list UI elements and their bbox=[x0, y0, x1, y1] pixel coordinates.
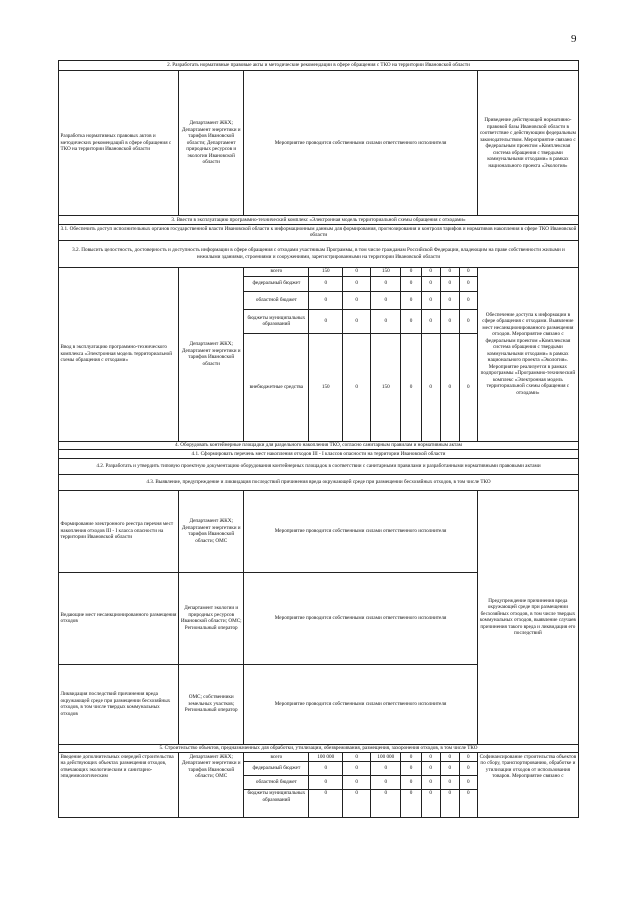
task-name: Ликвидация последствий причинения вреда окружающей среде при размещении бесхозяйных отходов, в том числе твердых коммунальных отходов bbox=[59, 664, 179, 744]
funding-value: 0 bbox=[343, 333, 371, 441]
funding-value: 0 bbox=[421, 309, 440, 333]
funding-value: 0 bbox=[343, 789, 371, 817]
funding-value: 0 bbox=[309, 789, 343, 817]
own-funds-note: Мероприятие проводится собственными силами ответственного исполнителя bbox=[244, 664, 478, 744]
funding-value: 0 bbox=[459, 775, 477, 789]
section-3-2-title: 3.2. Повысить целостность, достоверность и доступность информации в сфере обращения с отходами участникам Программы, в том числе гражданам Российской Федерации, владеющим на праве собственности жилыми и нежилыми зданиями, строениями и сооружениями, зарегистрированными на территории Ивановской области bbox=[59, 240, 579, 267]
funding-value: 0 bbox=[309, 761, 343, 775]
funding-value: 0 bbox=[371, 276, 401, 291]
section-4-1-title: 4.1. Сформировать перечень мест накопления отходов III - I классов опасности на территории Ивановской области bbox=[59, 450, 579, 459]
task-result: Предупреждение причинения вреда окружающей среде при размещении бесхозяйных отходов, в том числе твердых коммунальных отходов, выявление случаев причинения такого вреда и ликвидация его последствий bbox=[477, 490, 578, 744]
funding-value: 0 bbox=[371, 291, 401, 309]
funding-value: 0 bbox=[343, 761, 371, 775]
funding-value: 0 bbox=[459, 761, 477, 775]
funding-value: 0 bbox=[309, 775, 343, 789]
task-name: Ведающие мест несанкционированного размещения отходов bbox=[59, 572, 179, 664]
task-executor: Департамент ЖКХ; Департамент энергетики и тарифов Ивановской области bbox=[179, 267, 244, 441]
funding-value: 0 bbox=[343, 291, 371, 309]
funding-value: 0 bbox=[343, 267, 371, 276]
funding-value: 0 bbox=[371, 761, 401, 775]
task-result: Обеспечение доступа к информации в сфере обращения с отходами. Выявление мест несанкционированного размещения отходов. Мероприятие связано с федеральным проектом «Комплексная система обращения с твердыми коммунальными отходами» в рамках национального проекта «Экология». Мероприятие реализуется в рамках подпрограммы «Программно-технический комплекс «Электронная модель территориальной схемы обращения с отходами» bbox=[477, 267, 578, 441]
funding-value: 150 bbox=[371, 267, 401, 276]
task-executor: ОМС; собственники земельных участков; Региональный оператор bbox=[179, 664, 244, 744]
funding-value: 0 bbox=[440, 291, 459, 309]
funding-value: 0 bbox=[421, 775, 440, 789]
funding-value: 0 bbox=[459, 291, 477, 309]
own-funds-note: Мероприятие проводится собственными силами ответственного исполнителя bbox=[244, 490, 478, 572]
funding-source: всего bbox=[244, 753, 309, 762]
funding-value: 0 bbox=[371, 309, 401, 333]
section-3-1-title: 3.1. Обеспечить доступ исполнительных органов государственной власти Ивановской области к информационным данным для формирования, прогнозирования и контроля тарифов и нормативов накопления в сфере ТКО Ивановской области bbox=[59, 224, 579, 240]
funding-value: 0 bbox=[421, 753, 440, 762]
funding-value: 0 bbox=[401, 775, 421, 789]
funding-value: 150 bbox=[309, 333, 343, 441]
funding-value: 150 bbox=[371, 333, 401, 441]
funding-source: бюджеты муниципальных образований bbox=[244, 789, 309, 817]
funding-source: бюджеты муниципальных образований bbox=[244, 309, 309, 333]
funding-source: внебюджетные средства bbox=[244, 333, 309, 441]
funding-source: областной бюджет bbox=[244, 291, 309, 309]
funding-value: 0 bbox=[440, 276, 459, 291]
section-5-title: 5. Строительство объектов, предназначенных для обработки, утилизации, обезвреживания, размещения, захоронения отходов, в том числе ТКО bbox=[59, 744, 579, 753]
task-executor: Департамент экологии и природных ресурсов Ивановской области; ОМС; Региональный оператор bbox=[179, 572, 244, 664]
funding-value: 0 bbox=[401, 333, 421, 441]
funding-value: 0 bbox=[459, 276, 477, 291]
funding-value: 0 bbox=[440, 761, 459, 775]
own-funds-note: Мероприятие проводится собственными силами ответственного исполнителя bbox=[244, 572, 478, 664]
section-4-2-title: 4.2. Разработать и утвердить типовую проектную документацию оборудования контейнерных площадок в соответствии с санитарными правилами и разработанными нормативными правовыми актами bbox=[59, 458, 579, 474]
funding-value: 0 bbox=[401, 291, 421, 309]
funding-value: 0 bbox=[440, 753, 459, 762]
funding-source: областной бюджет bbox=[244, 775, 309, 789]
task-executor: Департамент ЖКХ; Департамент энергетики и тарифов Ивановской области; Департамент природных ресурсов и экологии Ивановской области bbox=[179, 71, 244, 216]
funding-source: федеральный бюджет bbox=[244, 761, 309, 775]
task-name: Разработка нормативных правовых актов и методических рекомендаций в сфере обращения с ТКО на территории Ивановской области bbox=[59, 71, 179, 216]
page-number: 9 bbox=[571, 33, 577, 45]
section-3-title: 3. Ввести в эксплуатацию программно-технический комплекс «Электронная модель территориальной схемы обращения с отходами» bbox=[59, 216, 579, 225]
section-4-title: 4. Оборудовать контейнерные площадки для раздельного накопления ТКО, согласно санитарным правилам и нормативным актам bbox=[59, 441, 579, 450]
funding-value: 0 bbox=[421, 761, 440, 775]
funding-value: 0 bbox=[459, 753, 477, 762]
funding-value: 0 bbox=[440, 775, 459, 789]
funding-value: 0 bbox=[371, 775, 401, 789]
funding-value: 0 bbox=[401, 309, 421, 333]
funding-value: 0 bbox=[343, 276, 371, 291]
funding-value: 0 bbox=[309, 309, 343, 333]
task-name: Формирование электронного реестра перечня мест накопления отходов III - I класса опасности на территории Ивановской области bbox=[59, 490, 179, 572]
funding-value: 0 bbox=[309, 276, 343, 291]
funding-source: всего bbox=[244, 267, 309, 276]
task-result: Софинансирование строительства объектов по сбору, транспортированию, обработке и утилизации отходов от использования товаров. Мероприятие связано с bbox=[477, 753, 578, 818]
funding-source: федеральный бюджет bbox=[244, 276, 309, 291]
funding-value: 0 bbox=[459, 789, 477, 817]
funding-value: 0 bbox=[440, 789, 459, 817]
funding-value: 0 bbox=[401, 789, 421, 817]
own-funds-note: Мероприятие проводится собственными силами ответственного исполнителя bbox=[244, 71, 478, 216]
task-name: Введение дополнительных очередей строительства на действующих объектах размещения отходов, отвечающих экологическим и санитарно-эпидемиологическим bbox=[59, 753, 179, 818]
funding-value: 0 bbox=[459, 333, 477, 441]
task-result: Приведение действующей нормативно-правовой базы Ивановской области в соответствие с действующим федеральным законодательством. Мероприятие связано с федеральным проектом «Комплексная система обращения с твердыми коммунальными отходами» в рамках национального проекта «Экология» bbox=[477, 71, 578, 216]
funding-value: 0 bbox=[371, 789, 401, 817]
funding-value: 100 000 bbox=[309, 753, 343, 762]
task-executor: Департамент ЖКХ; Департамент энергетики и тарифов Ивановской области; ОМС bbox=[179, 753, 244, 818]
funding-value: 0 bbox=[401, 276, 421, 291]
funding-value: 0 bbox=[343, 309, 371, 333]
funding-value: 0 bbox=[421, 789, 440, 817]
section-4-3-title: 4.3. Выявление, предупреждение и ликвидация последствий причинения вреда окружающей среде при размещении бесхозяйных отходов, в том числе ТКО bbox=[59, 474, 579, 490]
funding-value: 0 bbox=[343, 775, 371, 789]
funding-value: 0 bbox=[440, 309, 459, 333]
funding-value: 150 bbox=[309, 267, 343, 276]
section-2-title: 2. Разработать нормативные правовые акты и методические рекомендации в сфере обращения с ТКО на территории Ивановской области bbox=[59, 61, 579, 71]
funding-value: 0 bbox=[343, 753, 371, 762]
funding-value: 0 bbox=[459, 309, 477, 333]
funding-value: 0 bbox=[440, 333, 459, 441]
funding-value: 0 bbox=[421, 267, 440, 276]
funding-value: 0 bbox=[401, 267, 421, 276]
funding-value: 0 bbox=[401, 761, 421, 775]
funding-value: 0 bbox=[401, 753, 421, 762]
funding-value: 0 bbox=[440, 267, 459, 276]
funding-value: 0 bbox=[421, 291, 440, 309]
task-executor: Департамент ЖКХ; Департамент энергетики и тарифов Ивановской области; ОМС bbox=[179, 490, 244, 572]
task-name: Ввод в эксплуатацию программно-технического комплекса «Электронная модель территориальной схемы обращения с отходами» bbox=[59, 267, 179, 441]
funding-value: 0 bbox=[459, 267, 477, 276]
funding-value: 0 bbox=[309, 291, 343, 309]
funding-value: 100 000 bbox=[371, 753, 401, 762]
funding-value: 0 bbox=[421, 333, 440, 441]
funding-value: 0 bbox=[421, 276, 440, 291]
program-table bbox=[58, 60, 579, 818]
